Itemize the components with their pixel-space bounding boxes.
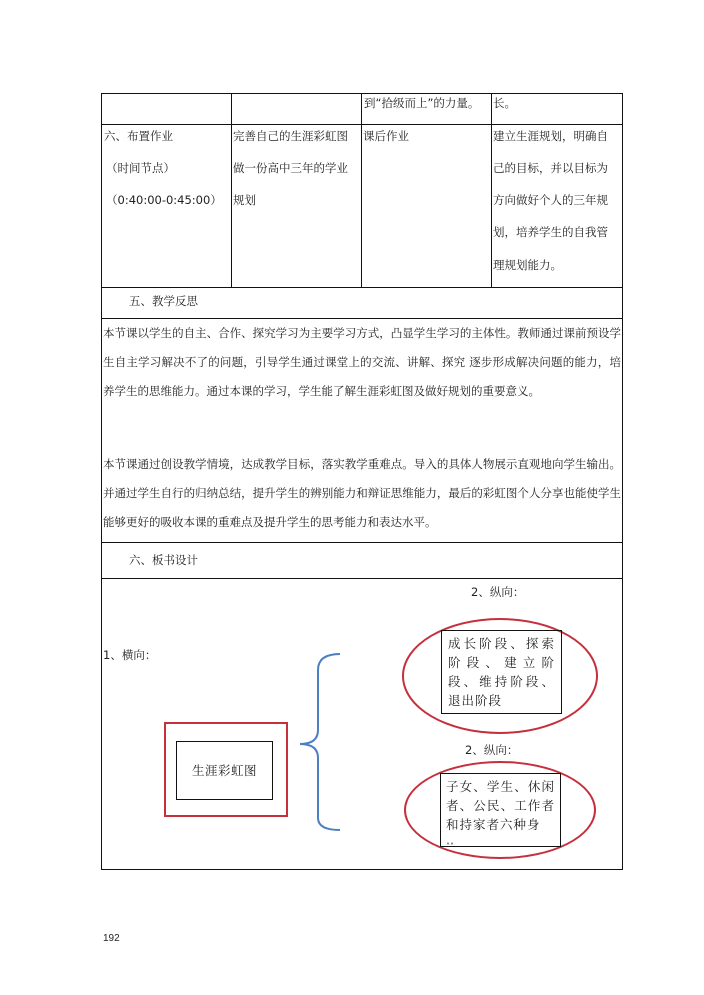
roles-box-text: 子女、学生、休闲者、公民、工作者和持家者六种身 (446, 779, 555, 832)
stages-box (441, 630, 562, 714)
homework-goal-line: 建立生涯规划，明确自 (493, 129, 608, 143)
blue-brace (288, 650, 343, 835)
table-line-row4 (101, 542, 623, 543)
homework-content-line: 做一份高中三年的学业 (233, 161, 348, 175)
homework-time-value: （0:40:00-0:45:00） (106, 193, 222, 207)
stages-box-text: 成长阶段、探索阶段、建立阶段、维持阶段、退出阶段 (448, 636, 555, 708)
vertical-label-bottom: 2、纵向： (465, 743, 519, 757)
horizontal-label: 1、横向： (103, 648, 157, 662)
table-line-bottom (101, 869, 623, 870)
center-box-label: 生涯彩虹图 (191, 763, 257, 778)
homework-goal-line: 方向做好个人的三年规 (493, 193, 608, 207)
reflection-paragraph-1: 本节课以学生的自主、合作、探究学习为主要学习方式，凸显学生学习的主体性。教师通过课前预设学生自主学习解决不了的问题，引导学生通过课堂上的交流、讲解、探究 逐步形成解决问题的能力，培养学生的思维能力。通过本课的学习，学生能了解生涯彩虹图及做好规划的重要意义。 (103, 326, 621, 398)
table-line-row2 (101, 287, 623, 288)
brace-path (300, 654, 340, 830)
homework-title: 六、布置作业 (104, 129, 173, 143)
reflection-heading: 五、教学反思 (129, 294, 198, 308)
page-number: 192 (103, 933, 120, 944)
homework-content-line: 规划 (233, 193, 256, 207)
table-line-row1 (101, 124, 623, 125)
table-col-line-3 (491, 93, 492, 288)
homework-content-line: 完善自己的生涯彩虹图 (233, 129, 348, 143)
center-box (176, 741, 273, 800)
homework-time-label: （时间节点） (106, 161, 175, 175)
table-line-row5 (101, 578, 623, 579)
table-col-line-2 (361, 93, 362, 288)
table-border-right (622, 93, 623, 870)
table-col-line-1 (231, 93, 232, 288)
row0-col3-text: 到“拾级而上”的力量。 (364, 96, 480, 110)
row0-col4-text: 长。 (493, 96, 516, 110)
homework-type: 课后作业 (363, 129, 409, 143)
roles-box-overflow-mark: ˄˄ (446, 842, 454, 851)
roles-box (440, 773, 561, 847)
reflection-paragraph-2: 本节课通过创设教学情境，达成教学目标，落实教学重难点。导入的具体人物展示直观地向学生输出。并通过学生自行的归纳总结，提升学生的辨别能力和辩证思维能力，最后的彩虹图个人分享也能使学生能够更好的吸收本课的重难点及提升学生的思考能力和表达水平。 (103, 457, 621, 529)
homework-goal-line: 己的目标，并以目标为 (493, 161, 608, 175)
homework-goal-line: 划，培养学生的自我管 (493, 225, 608, 239)
vertical-label-top: 2、纵向： (471, 585, 525, 599)
board-heading: 六、板书设计 (129, 553, 198, 567)
table-border-left (101, 93, 102, 870)
homework-goal-line: 理规划能力。 (493, 258, 562, 272)
table-line-top (101, 93, 623, 94)
